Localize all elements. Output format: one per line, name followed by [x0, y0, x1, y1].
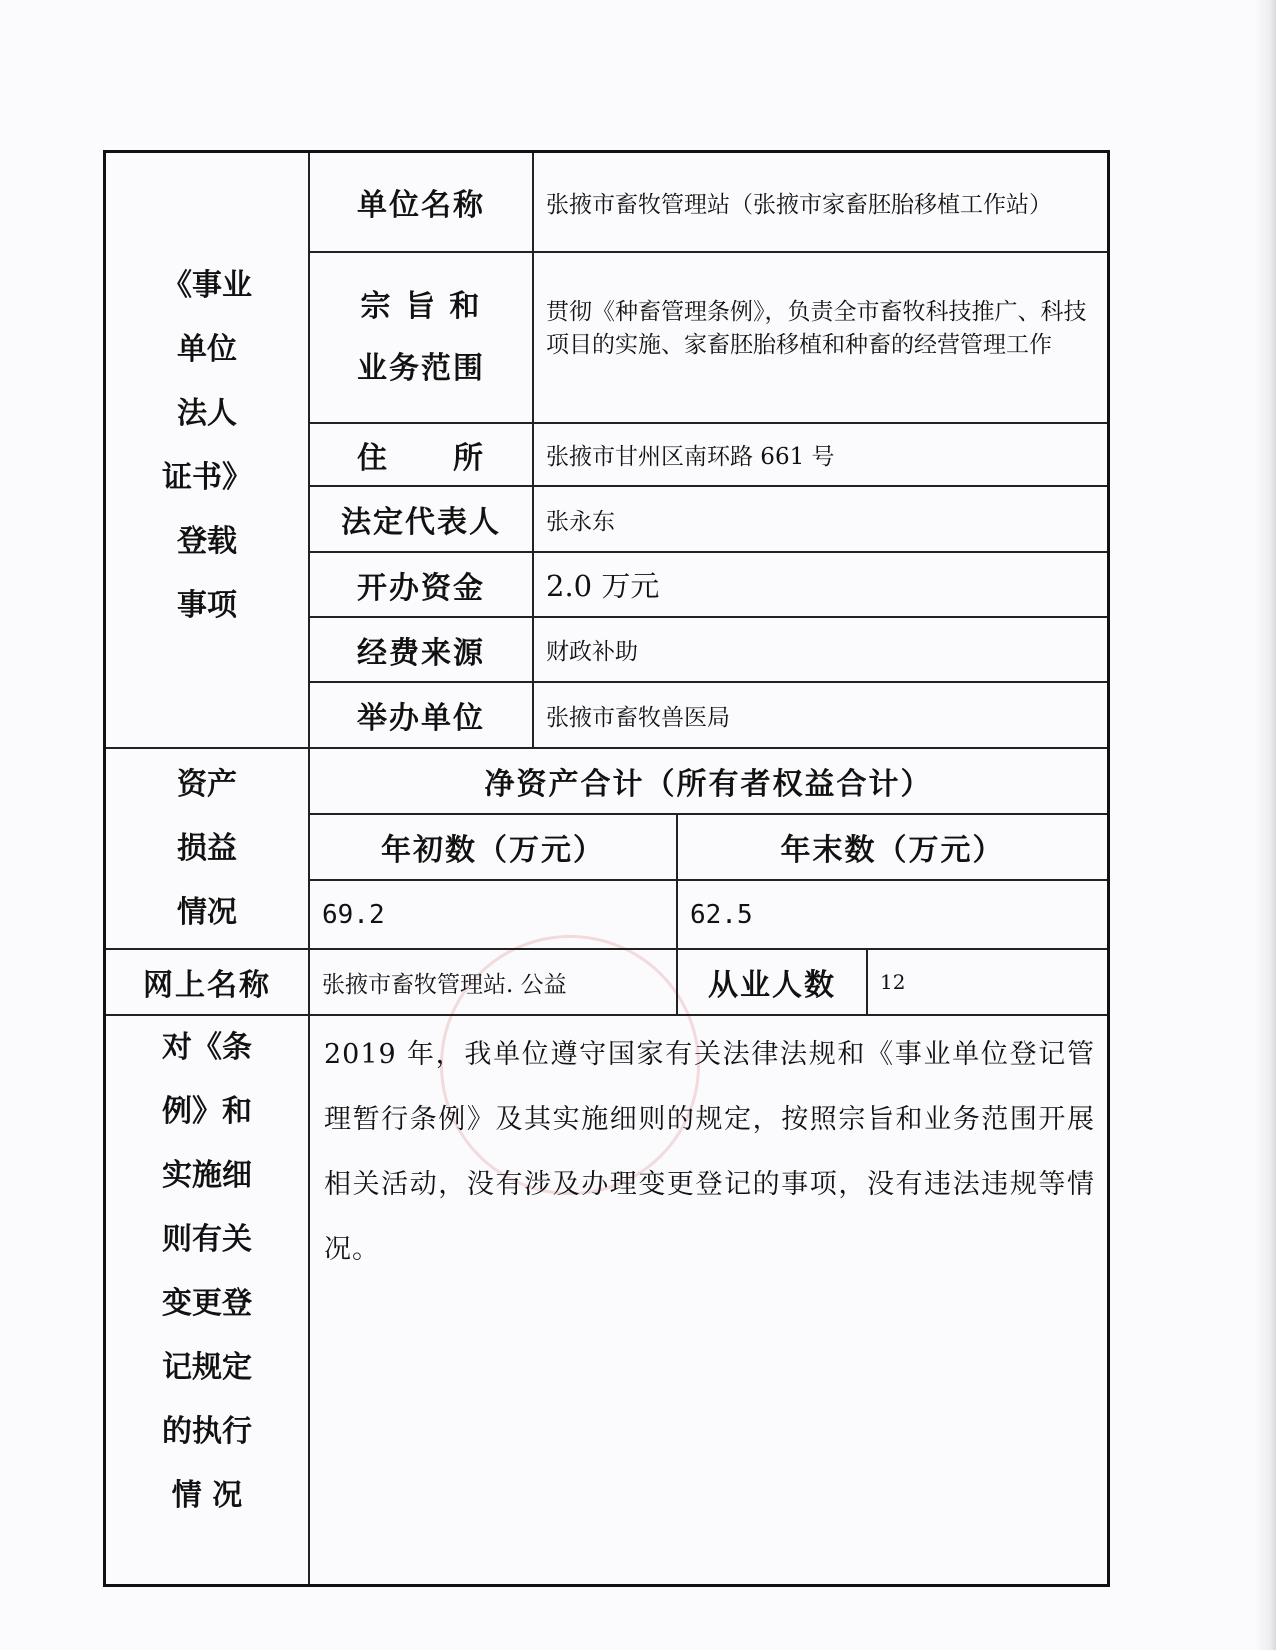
label-line: 宗 旨 和	[360, 288, 482, 324]
end-of-year-header: 年末数（万元）	[780, 833, 1005, 868]
label-line: 资产	[177, 766, 237, 802]
certificate-items-label	[106, 251, 308, 641]
legal-rep-label: 法定代表人	[341, 505, 501, 540]
paper-edge-shadow	[1254, 0, 1276, 1650]
purpose-label	[310, 253, 532, 422]
address-label: 住 所	[357, 440, 485, 476]
begin-of-year-header: 年初数（万元）	[381, 833, 605, 868]
label-line: 证书》	[162, 460, 252, 495]
sponsor-value: 张掖市畜牧兽医局	[546, 704, 730, 731]
assets-label	[106, 749, 308, 948]
report-table	[103, 150, 1110, 1587]
online-name-label: 网上名称	[143, 968, 271, 1003]
begin-of-year-value: 69.2	[322, 899, 385, 930]
execution-label	[106, 1016, 308, 1584]
address-value: 张掖市甘州区南环路 661 号	[546, 444, 835, 470]
end-of-year-value: 62.5	[690, 899, 753, 930]
legal-rep-value: 张永东	[546, 508, 615, 535]
label-line: 变更登	[162, 1286, 252, 1321]
capital-label: 开办资金	[357, 570, 485, 606]
label-line: 例》和	[162, 1094, 252, 1129]
staff-count-value: 12	[880, 970, 906, 994]
label-line: 实施细	[162, 1158, 252, 1193]
unit-name-value: 张掖市畜牧管理站（张掖市家畜胚胎移植工作站）	[546, 191, 1052, 218]
label-line: 情况	[177, 894, 237, 930]
label-line: 单位	[177, 332, 237, 367]
label-line: 登载	[177, 524, 237, 559]
label-line: 《事业	[162, 268, 252, 303]
staff-count-label: 从业人数	[708, 968, 836, 1003]
unit-name-label: 单位名称	[357, 188, 485, 223]
label-line: 损益	[177, 830, 237, 866]
funding-value: 财政补助	[546, 639, 638, 665]
funding-label: 经费来源	[357, 635, 485, 671]
label-line: 则有关	[162, 1222, 252, 1257]
execution-text: 2019 年，我单位遵守国家有关法律法规和《事业单位登记管理暂行条例》及其实施细则的规定，按照宗旨和业务范围开展相关活动，没有涉及办理变更登记的事项，没有违法违规等情况。	[324, 1039, 1095, 1265]
label-line: 情 况	[171, 1478, 243, 1513]
online-name-value: 张掖市畜牧管理站. 公益	[322, 971, 567, 998]
label-line: 事项	[177, 588, 237, 623]
label-line: 对《条	[162, 1030, 252, 1065]
label-line: 业务范围	[357, 350, 485, 386]
label-line: 法人	[177, 396, 237, 431]
net-assets-header: 净资产合计（所有者权益合计）	[484, 767, 933, 802]
sponsor-label: 举办单位	[357, 701, 485, 736]
purpose-value: 贯彻《种畜管理条例》，负责全市畜牧科技推广、科技项目的实施、家畜胚胎移植和种畜的经营管理工作	[546, 298, 1087, 358]
label-line: 记规定	[162, 1350, 252, 1385]
label-line: 的执行	[162, 1414, 252, 1449]
capital-value: 2.0 万元	[546, 569, 660, 603]
